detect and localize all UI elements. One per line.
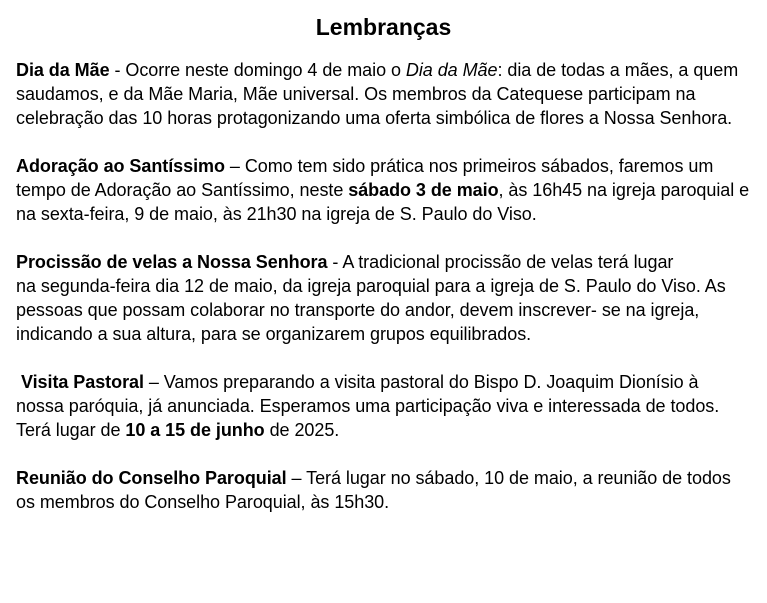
notice-conselho-paroquial bbox=[16, 466, 751, 514]
notice-text: – Vamos preparando a visita pastoral do Bispo D. Joaquim Dionísio à nossa paróquia, já anunciada. Esperamos uma participação viva e interessada de todos. Terá lugar de bbox=[16, 372, 720, 440]
notice-heading: Adoração ao Santíssimo bbox=[16, 156, 225, 176]
notice-text: , às 16h45 na igreja paroquial e na sexta-feira, 9 de maio, às 21h30 na igreja de S. Paulo do Viso. bbox=[16, 180, 750, 224]
notice-emphasis: sábado 3 de maio bbox=[348, 180, 499, 200]
notice-emphasis: 10 a 15 de junho bbox=[125, 420, 265, 440]
notice-visita-pastoral bbox=[16, 370, 751, 442]
notice-text: na segunda-feira dia 12 de maio, da igreja paroquial para a igreja de S. Paulo do Viso. As pessoas que possam colaborar no transporte do andor, devem inscrever- se na igreja, indicando a sua altura, para se organizarem grupos equilibrados. bbox=[16, 276, 726, 344]
notice-dia-da-mae bbox=[16, 58, 751, 130]
notice-text: - A tradicional procissão de velas terá lugar bbox=[327, 252, 674, 272]
notice-text: - Ocorre neste domingo 4 de maio o bbox=[109, 60, 406, 80]
notice-heading: Dia da Mãe bbox=[16, 60, 110, 80]
notice-heading: Reunião do Conselho Paroquial bbox=[16, 468, 287, 488]
notice-text: : dia de todas a mães, a quem saudamos, e da Mãe Maria, Mãe universal. Os membros da Catequese participam na celebração das 10 horas protagonizando uma oferta simbólica de flores a Nossa Senhora. bbox=[16, 60, 739, 128]
notice-text: de 2025. bbox=[264, 420, 340, 440]
notice-procissao bbox=[16, 250, 751, 346]
notice-heading: Visita Pastoral bbox=[20, 372, 144, 392]
notice-adoracao bbox=[16, 154, 751, 226]
notice-heading: Procissão de velas a Nossa Senhora bbox=[16, 252, 328, 272]
page-title: Lembranças bbox=[315, 14, 452, 40]
notice-emphasis: Dia da Mãe bbox=[405, 60, 498, 80]
notice-text: – Terá lugar no sábado, 10 de maio, a reunião de todos os membros do Conselho Paroquial, às 15h30. bbox=[16, 468, 731, 512]
notice-text: – Como tem sido prática nos primeiros sábados, faremos um tempo de Adoração ao Santíssimo, neste bbox=[16, 156, 714, 200]
